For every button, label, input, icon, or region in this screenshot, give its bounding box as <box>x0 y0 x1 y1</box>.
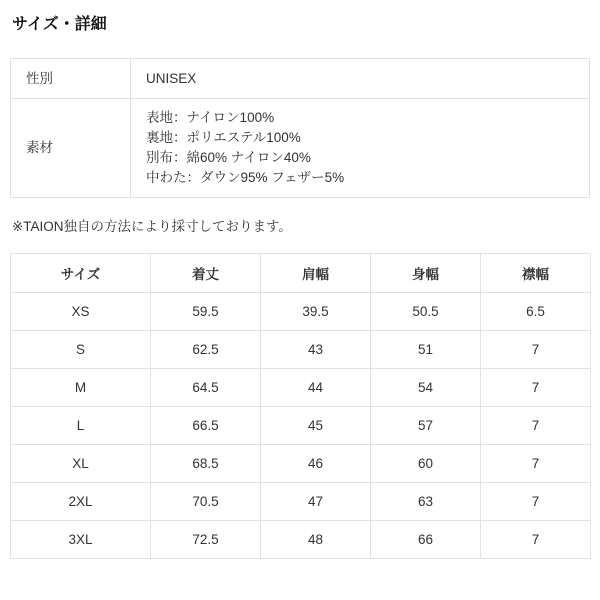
size-cell: 7 <box>481 369 591 407</box>
size-cell: 7 <box>481 445 591 483</box>
detail-value-material <box>131 99 590 198</box>
size-cell: 46 <box>261 445 371 483</box>
size-cell: M <box>11 369 151 407</box>
size-cell: 70.5 <box>151 483 261 521</box>
size-table-header-row <box>11 254 591 293</box>
size-cell: 59.5 <box>151 293 261 331</box>
detail-label-material: 素材 <box>11 99 131 198</box>
size-cell: 51 <box>371 331 481 369</box>
size-cell: 39.5 <box>261 293 371 331</box>
measurement-note: ※TAION独自の方法により採寸しております。 <box>12 219 292 234</box>
size-cell: 6.5 <box>481 293 591 331</box>
size-cell: 57 <box>371 407 481 445</box>
size-cell: 7 <box>481 483 591 521</box>
size-cell: 7 <box>481 521 591 559</box>
table-row <box>11 99 590 198</box>
detail-value-gender <box>131 59 590 99</box>
detail-value-line: 裏地：ポリエステル100% <box>146 130 301 145</box>
size-cell: 2XL <box>11 483 151 521</box>
table-row <box>11 331 591 369</box>
table-row <box>11 521 591 559</box>
size-cell: 63 <box>371 483 481 521</box>
size-cell: 54 <box>371 369 481 407</box>
size-cell: XL <box>11 445 151 483</box>
size-cell: 64.5 <box>151 369 261 407</box>
size-cell: 66 <box>371 521 481 559</box>
table-row <box>11 445 591 483</box>
size-cell: 66.5 <box>151 407 261 445</box>
size-cell: 45 <box>261 407 371 445</box>
detail-value-line: 別布：綿60% ナイロン40% <box>146 150 311 165</box>
size-cell: 62.5 <box>151 331 261 369</box>
page-title: サイズ・詳細 <box>12 16 107 33</box>
detail-label-gender: 性別 <box>11 59 131 99</box>
size-cell: L <box>11 407 151 445</box>
size-cell: 50.5 <box>371 293 481 331</box>
size-header-size: サイズ <box>11 254 151 293</box>
table-row <box>11 407 591 445</box>
size-cell: 44 <box>261 369 371 407</box>
size-header-shoulder: 肩幅 <box>261 254 371 293</box>
size-cell: 48 <box>261 521 371 559</box>
table-row <box>11 483 591 521</box>
details-table <box>10 58 590 198</box>
size-chart-table <box>10 253 591 559</box>
size-header-width: 身幅 <box>371 254 481 293</box>
table-row <box>11 293 591 331</box>
size-cell: 47 <box>261 483 371 521</box>
detail-value-line: 表地：ナイロン100% <box>146 110 275 125</box>
size-cell: 7 <box>481 407 591 445</box>
detail-value-line: 中わた：ダウン95% フェザー5% <box>146 170 345 185</box>
size-header-collar: 襟幅 <box>481 254 591 293</box>
table-row <box>11 59 590 99</box>
size-cell: 43 <box>261 331 371 369</box>
size-cell: 60 <box>371 445 481 483</box>
detail-value-line: UNISEX <box>146 70 197 86</box>
size-cell: 3XL <box>11 521 151 559</box>
size-cell: 68.5 <box>151 445 261 483</box>
size-cell: 7 <box>481 331 591 369</box>
table-row <box>11 369 591 407</box>
size-cell: XS <box>11 293 151 331</box>
size-cell: 72.5 <box>151 521 261 559</box>
size-header-length: 着丈 <box>151 254 261 293</box>
size-cell: S <box>11 331 151 369</box>
